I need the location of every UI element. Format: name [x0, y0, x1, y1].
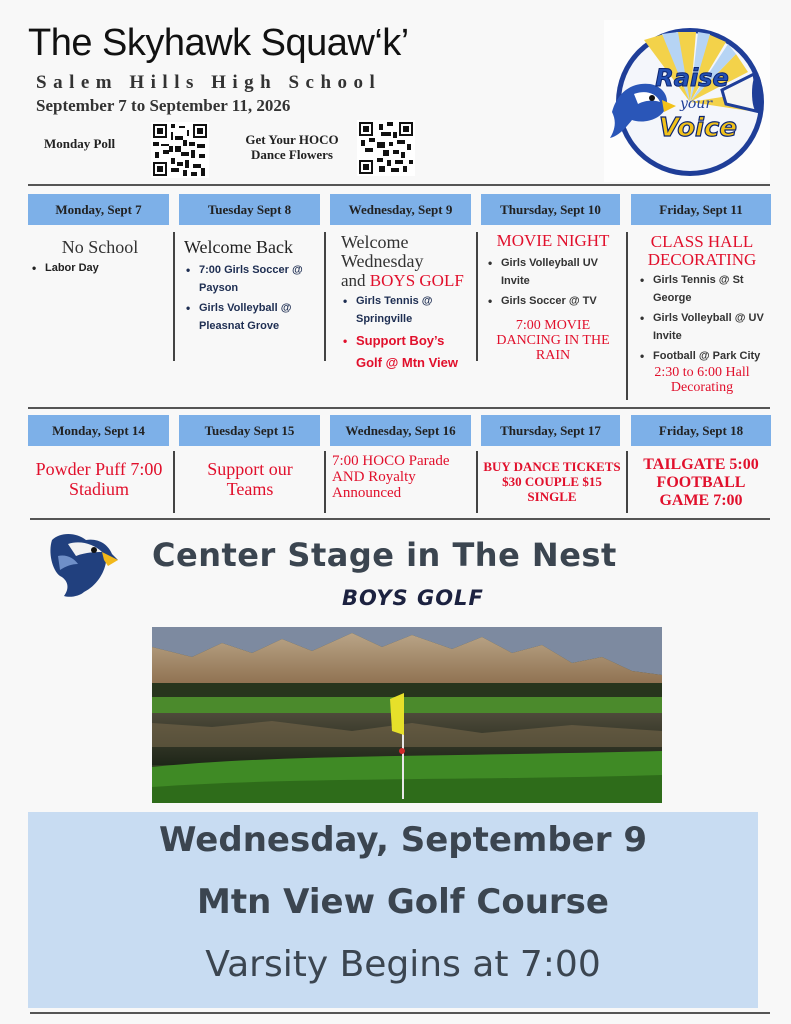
wed-1-content — [341, 233, 471, 374]
day-header-fri-2: Friday, Sept 18 — [631, 415, 771, 446]
list-item: • Girls Tennis @ St George — [638, 271, 766, 307]
day-header-thu-2: Thursday, Sept 17 — [481, 415, 620, 446]
column-divider — [324, 232, 326, 361]
newsletter-title: The Skyhawk Squaw‘k’ — [28, 22, 409, 64]
divider — [30, 1012, 770, 1014]
logo-voice: Voice — [658, 113, 738, 143]
fri-1-list — [638, 271, 766, 365]
eagle-icon — [46, 530, 120, 600]
wed-1-heading: Welcome Wednesday — [341, 232, 424, 271]
fri-1-heading: CLASS HALL DECORATING — [647, 232, 757, 269]
mon-1-list — [30, 259, 170, 277]
wed-2-content: 7:00 HOCO Parade AND Royalty Announced — [332, 453, 450, 501]
day-header-tue-1: Tuesday Sept 8 — [179, 194, 320, 225]
day-header-mon-1: Monday, Sept 7 — [28, 194, 169, 225]
tue-1-heading: Welcome Back — [184, 237, 294, 257]
day-header-tue-2: Tuesday Sept 15 — [179, 415, 320, 446]
day-header-wed-2: Wednesday, Sept 16 — [330, 415, 471, 446]
day-header-wed-1: Wednesday, Sept 9 — [330, 194, 471, 225]
list-item: • Girls Tennis @ Springville — [341, 292, 471, 328]
column-divider — [173, 451, 175, 513]
qr-code-icon[interactable] — [357, 120, 415, 176]
mon-1-content — [30, 238, 170, 277]
poll-label: Monday Poll — [44, 136, 116, 151]
column-divider — [626, 232, 628, 400]
flowers-label: Get Your HOCO Dance Flowers — [245, 132, 339, 162]
tue-1-content — [184, 238, 320, 335]
column-divider — [324, 451, 326, 513]
fri-2-content: TAILGATE 5:00 FOOTBALL GAME 7:00 — [643, 456, 759, 509]
column-divider — [476, 232, 478, 361]
thu-1-list — [486, 254, 620, 310]
logo-your: your — [679, 96, 713, 112]
date-range: September 7 to September 11, 2026 — [36, 96, 291, 115]
fri-1-content — [638, 233, 766, 395]
wed-1-subheading: and BOYS GOLF — [341, 271, 464, 290]
logo-year: 2026-27 — [683, 149, 725, 159]
thu-2-content: BUY DANCE TICKETS $30 COUPLE $15 SINGLE — [483, 459, 621, 504]
wed-1-golf-label: BOYS GOLF — [369, 271, 464, 290]
tue-1-list — [184, 261, 320, 335]
fri-1-note: 2:30 to 6:00 Hall Decorating — [654, 365, 750, 395]
day-header-fri-1: Friday, Sept 11 — [631, 194, 771, 225]
school-name: Salem Hills High School — [36, 72, 382, 93]
feature-title: Center Stage in The Nest — [152, 536, 617, 574]
list-item: • Girls Volleyball @ UV Invite — [638, 309, 766, 345]
list-item: • Football @ Park City — [638, 347, 766, 365]
golf-course-photo — [152, 627, 662, 803]
event-date: Wednesday, September 9 — [159, 820, 647, 860]
event-time: Varsity Begins at 7:00 — [205, 944, 601, 985]
thu-1-heading: MOVIE NIGHT — [496, 231, 610, 250]
mon-2-content: Powder Puff 7:00 Stadium — [35, 459, 163, 499]
thu-1-content — [486, 232, 620, 363]
column-divider — [173, 232, 175, 361]
divider — [28, 184, 770, 186]
list-item: • Support Boy’s Golf @ Mtn View — [341, 330, 471, 374]
thu-1-note: 7:00 MOVIE DANCING IN THE RAIN — [496, 318, 610, 363]
tue-2-content: Support our Teams — [207, 459, 293, 499]
day-header-thu-1: Thursday, Sept 10 — [481, 194, 620, 225]
column-divider — [626, 451, 628, 513]
divider — [28, 407, 770, 409]
raise-your-voice-logo — [604, 20, 770, 182]
day-header-mon-2: Monday, Sept 14 — [28, 415, 169, 446]
divider — [30, 518, 770, 520]
wed-1-list — [341, 292, 471, 374]
event-location: Mtn View Golf Course — [197, 882, 609, 922]
logo-raise: Raise — [655, 64, 729, 92]
mon-1-heading: No School — [61, 237, 139, 257]
list-item: • Girls Volleyball UV Invite — [486, 254, 620, 290]
qr-code-icon[interactable] — [151, 122, 209, 178]
feature-subtitle: BOYS GOLF — [342, 586, 484, 610]
list-item: • Girls Soccer @ TV — [486, 292, 620, 310]
list-item: • 7:00 Girls Soccer @ Payson — [184, 261, 320, 297]
list-item: • Labor Day — [30, 259, 170, 277]
list-item: • Girls Volleyball @ Pleasnat Grove — [184, 299, 320, 335]
